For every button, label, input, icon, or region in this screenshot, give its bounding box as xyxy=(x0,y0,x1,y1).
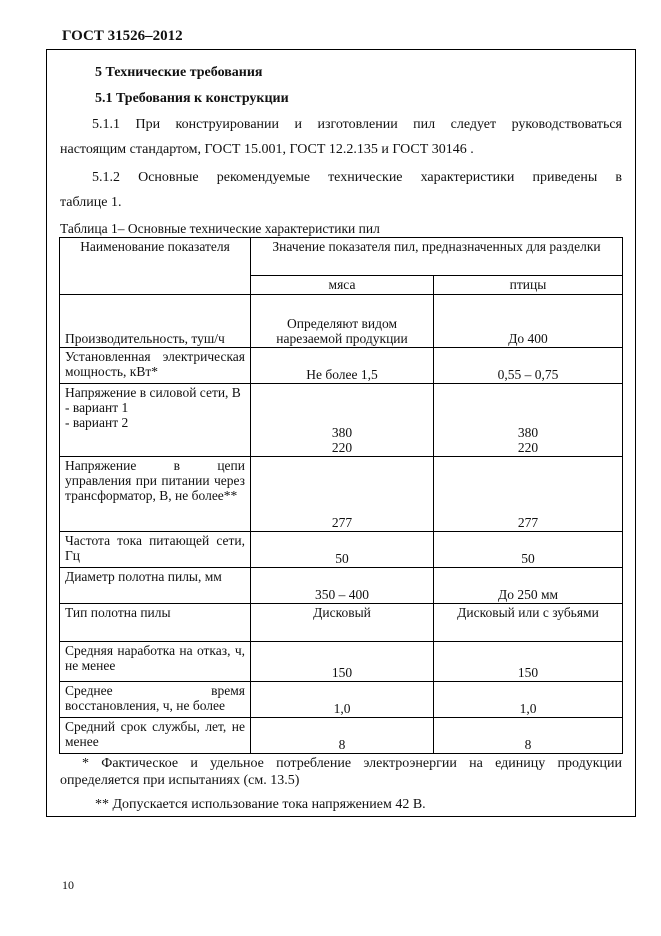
cell-meat: 150 xyxy=(251,642,434,682)
row-label: Средний срок службы, лет, не менее xyxy=(60,718,251,754)
table-row xyxy=(60,295,623,348)
header-poultry: птицы xyxy=(434,276,623,295)
cell-poultry: До 250 мм xyxy=(434,568,623,604)
row-label: Напряжение в цепи управления при питании через трансформатор, В, не более** xyxy=(60,457,251,532)
row-label: Среднее время восстановления, ч, не более xyxy=(60,682,251,718)
row-label: Производительность, туш/ч xyxy=(60,295,251,348)
cell-meat: 220 xyxy=(331,440,353,455)
cell-poultry: 220 xyxy=(517,440,539,455)
paragraph-5-1-1-line1: 5.1.1 При конструировании и изготовлении пил следует руководствоваться xyxy=(92,117,622,132)
row-variant-2: - вариант 2 xyxy=(65,415,129,430)
table-row xyxy=(60,384,623,457)
table-row xyxy=(60,532,623,568)
cell-poultry: 277 xyxy=(434,457,623,532)
cell-poultry: 380 xyxy=(517,425,539,440)
document-header: ГОСТ 31526–2012 xyxy=(62,28,183,44)
cell-meat: 380 xyxy=(331,425,353,440)
cell-poultry: 8 xyxy=(434,718,623,754)
cell-poultry: 1,0 xyxy=(434,682,623,718)
cell-poultry: 150 xyxy=(434,642,623,682)
cell-poultry-group xyxy=(434,384,623,457)
table-row xyxy=(60,457,623,532)
cell-poultry: 50 xyxy=(434,532,623,568)
paragraph-5-1-2-line1: 5.1.2 Основные рекомендуемые технические характеристики приведены в xyxy=(92,170,622,185)
header-indicator-name: Наименование показателя xyxy=(60,238,251,295)
cell-poultry: 0,55 – 0,75 xyxy=(434,348,623,384)
cell-meat-group xyxy=(251,384,434,457)
paragraph-5-1-1-line2: настоящим стандартом, ГОСТ 15.001, ГОСТ 12.2.135 и ГОСТ 30146 . xyxy=(60,142,474,157)
row-label: Тип полотна пилы xyxy=(60,604,251,642)
header-meat: мяса xyxy=(251,276,434,295)
cell-poultry: До 400 xyxy=(434,295,623,348)
cell-meat: 50 xyxy=(251,532,434,568)
paragraph-5-1-2-line2: таблице 1. xyxy=(60,195,122,210)
row-label: Установленная электрическая мощность, кВт* xyxy=(60,348,251,384)
section-title: 5 Технические требования xyxy=(95,65,263,80)
cell-meat: 8 xyxy=(251,718,434,754)
row-label-group xyxy=(60,384,251,457)
footnote-1-line2: определяется при испытаниях (см. 13.5) xyxy=(60,773,300,788)
cell-meat: Дисковый xyxy=(251,604,434,642)
cell-meat: Определяют видом нарезаемой продукции xyxy=(251,295,434,348)
table-row xyxy=(60,348,623,384)
specs-table xyxy=(59,237,623,754)
cell-meat: 1,0 xyxy=(251,682,434,718)
footnote-2: ** Допускается использование тока напряжением 42 В. xyxy=(95,797,426,812)
row-label: Средняя наработка на отказ, ч, не менее xyxy=(60,642,251,682)
table-row xyxy=(60,604,623,642)
cell-meat: 350 – 400 xyxy=(251,568,434,604)
table-row xyxy=(60,642,623,682)
row-label: Частота тока питающей сети, Гц xyxy=(60,532,251,568)
subsection-title: 5.1 Требования к конструкции xyxy=(95,91,289,106)
header-value-group: Значение показателя пил, предназначенных для разделки xyxy=(251,238,623,276)
cell-poultry: Дисковый или с зубьями xyxy=(434,604,623,642)
row-label: Диаметр полотна пилы, мм xyxy=(60,568,251,604)
table-row xyxy=(60,682,623,718)
row-variant-1: - вариант 1 xyxy=(65,400,129,415)
row-label: Напряжение в силовой сети, В xyxy=(65,385,241,400)
cell-meat: 277 xyxy=(251,457,434,532)
table-caption: Таблица 1– Основные технические характеристики пил xyxy=(60,221,380,236)
table-row xyxy=(60,718,623,754)
cell-meat: Не более 1,5 xyxy=(251,348,434,384)
page-number: 10 xyxy=(62,878,74,892)
table-row xyxy=(60,568,623,604)
footnote-1-line1: * Фактическое и удельное потребление электроэнергии на единицу продукции xyxy=(82,756,622,771)
